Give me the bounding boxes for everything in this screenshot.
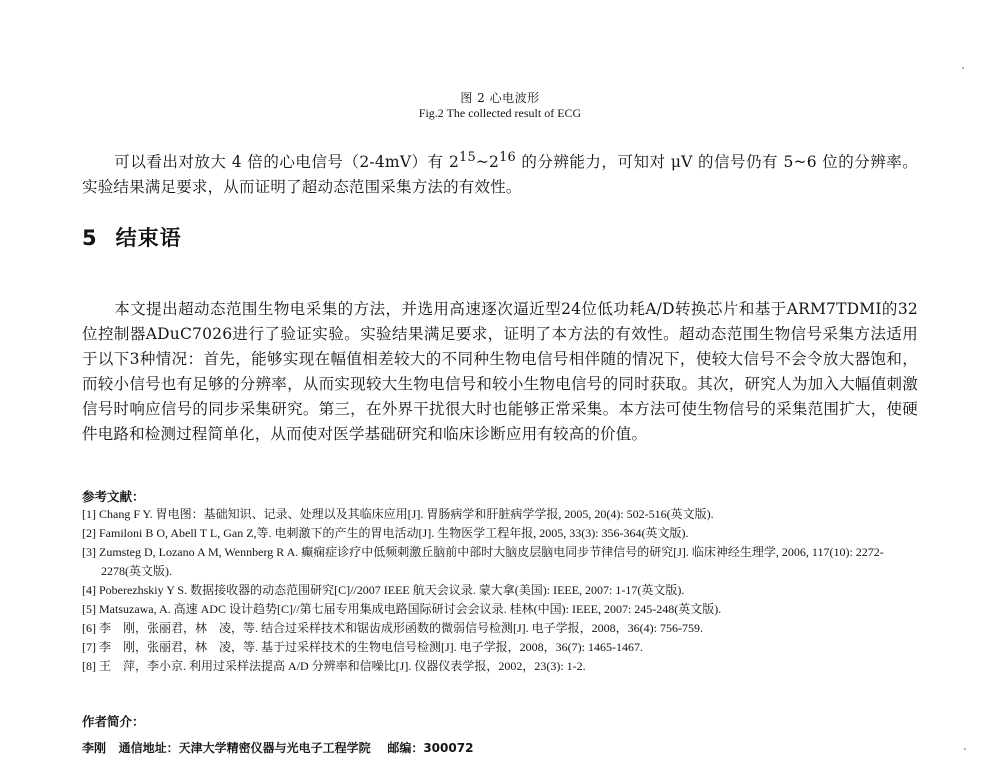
scan-speck	[962, 67, 964, 69]
reference-item: [4] Poberezhskiy Y S. 数据接收器的动态范围研究[C]//2007 IEEE 航天会议录. 蒙大拿(美国): IEEE, 2007: 1-17(英文版).	[82, 583, 685, 597]
address-label: 通信地址：	[118, 741, 179, 755]
conclusion-paragraph	[82, 297, 918, 447]
section-heading	[82, 222, 182, 252]
reference-item: [7] 李 刚，张丽君，林 凌，等. 基于过采样技术的生物电信号检测[J]. 电子学报，2008，36(7): 1465-1467.	[82, 640, 643, 654]
results-text-part-2: 的分辨能力，可知对 μV 的信号仍有 5~6 位的分辨率。实验结果满足要求，从而证明了超动态范围采集方法的有效性。	[82, 153, 918, 197]
section-number: 5	[82, 226, 98, 250]
reference-item: [6] 李 刚，张丽君，林 凌，等. 结合过采样技术和锯齿成形函数的微弱信号检测[J]. 电子学报，2008，36(4): 756-759.	[82, 621, 703, 635]
author-section-title: 作者简介：	[82, 714, 145, 729]
reference-item: [5] Matsuzawa, A. 高速 ADC 设计趋势[C]//第七届专用集成电路国际研讨会会议录. 桂林(中国): IEEE, 2007: 245-248(英文版).	[82, 602, 722, 616]
references-list	[82, 505, 922, 676]
exponent-16: 16	[499, 150, 516, 165]
results-text-part-1: 可以看出对放大 4 倍的心电信号（2-4mV）有 2	[114, 153, 460, 172]
scan-speck	[964, 748, 966, 750]
exponent-15: 15	[459, 150, 476, 165]
results-paragraph	[82, 145, 918, 200]
postcode-value: 300072	[423, 741, 474, 755]
figure-caption-chinese: 图 2 心电波形	[460, 91, 540, 105]
reference-item: [8] 王 萍，李小京. 利用过采样法提高 A/D 分辨率和信噪比[J]. 仪器仪表学报，2002，23(3): 1-2.	[82, 659, 586, 673]
author-name: 李刚	[82, 741, 107, 755]
figure-caption-english: Fig.2 The collected result of ECG	[418, 106, 582, 120]
section-title: 结束语	[115, 226, 182, 250]
results-text-tilde: ~2	[475, 153, 500, 172]
postcode-label: 邮编：	[387, 741, 424, 755]
reference-item: [1] Chang F Y. 胃电图：基础知识、记录、处理以及其临床应用[J]. 胃肠病学和肝脏病学学报, 2005, 20(4): 502-516(英文版).	[82, 507, 714, 521]
reference-item: [2] Familoni B O, Abell T L, Gan Z,等. 电刺激下的产生的胃电活动[J]. 生物医学工程年报, 2005, 33(3): 356-364(英文版).	[82, 526, 689, 540]
author-info	[82, 739, 473, 756]
address-value: 天津大学精密仪器与光电子工程学院	[178, 741, 371, 755]
reference-item: [3] Zumsteg D, Lozano A M, Wennberg R A. 癫痫症诊疗中低频刺激丘脑前中部时大脑皮层脑电同步节律信号的研究[J]. 临床神经生理学, 2006, 117(10): 2272-2278(英文版).	[82, 545, 884, 578]
references-title: 参考文献：	[82, 489, 145, 504]
conclusion-text: 本文提出超动态范围生物电采集的方法，并选用高速逐次逼近型24位低功耗A/D转换芯片和基于ARM7TDMI的32位控制器ADuC7026进行了验证实验。实验结果满足要求，证明了本方法的有效性。超动态范围生物信号采集方法适用于以下3种情况：首先，能够实现在幅值相差较大的不同种生物电信号相伴随的情况下，使较大信号不会令放大器饱和，而较小信号也有足够的分辨率，从而实现较大生物电信号和较小生物电信号的同时获取。其次，研究人为加入大幅值刺激信号时响应信号的同步采集研究。第三，在外界干扰很大时也能够正常采集。本方法可使生物信号的采集范围扩大，使硬件电路和检测过程简单化，从而使对医学基础研究和临床诊断应用有较高的价值。	[82, 300, 918, 443]
